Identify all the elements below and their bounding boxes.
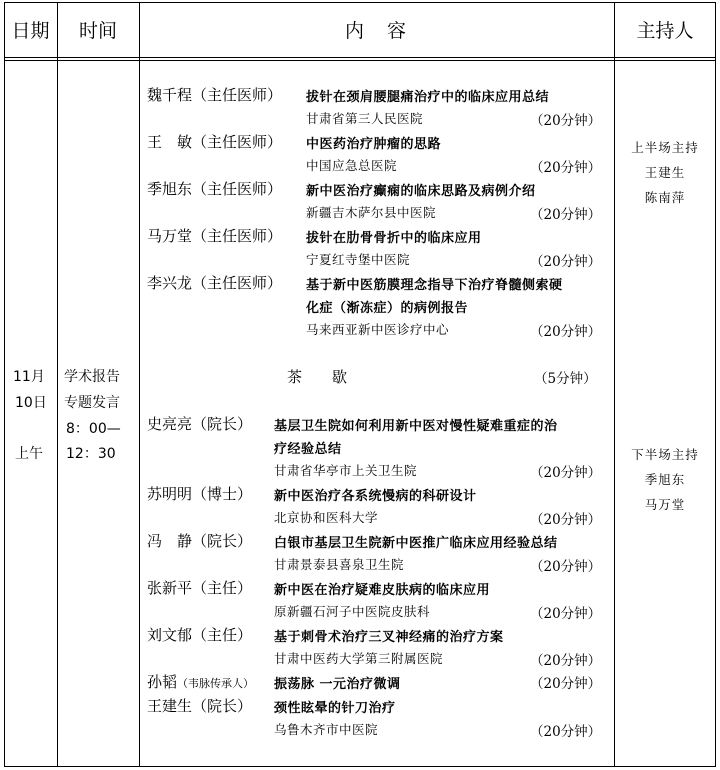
host-first-name: 王建生 bbox=[644, 165, 686, 180]
talk-duration: （20分钟） bbox=[530, 465, 602, 481]
talk-speaker-name: 孙韬 bbox=[147, 673, 178, 691]
talk-title: 振荡脉 一元治疗微调 bbox=[274, 677, 401, 692]
talk-duration: （20分钟） bbox=[530, 559, 602, 575]
talk-duration: （20分钟） bbox=[530, 724, 602, 740]
talk-speaker: 刘文郁（主任） bbox=[147, 626, 253, 644]
talk-title: 拔针在颈肩腰腿痛治疗中的临床应用总结 bbox=[306, 90, 550, 105]
talk-org: 甘肃省华亭市上关卫生院 bbox=[274, 463, 418, 478]
talk-speaker bbox=[147, 671, 254, 692]
talk-title: 拔针在肋骨骨折中的临床应用 bbox=[306, 231, 482, 246]
header-divider bbox=[4, 57, 716, 58]
tea-break-duration: （5分钟） bbox=[534, 371, 597, 387]
talk-speaker: 季旭东（主任医师） bbox=[147, 180, 283, 198]
talk-duration: （20分钟） bbox=[530, 254, 602, 270]
date-day: 10日 bbox=[15, 395, 47, 411]
talk-org: 原新疆石河子中医院皮肤科 bbox=[274, 604, 431, 619]
session-sub: 专题发言 bbox=[64, 395, 120, 411]
talk-org: 新疆吉木萨尔县中医院 bbox=[306, 205, 437, 220]
host-first-label: 上半场主持 bbox=[631, 140, 699, 155]
talk-speaker: 张新平（主任） bbox=[147, 579, 253, 597]
talk-duration: （20分钟） bbox=[530, 653, 602, 669]
date-month: 11月 bbox=[13, 369, 45, 385]
talk-title: 新中医治疗各系统慢病的科研设计 bbox=[274, 489, 477, 504]
column-divider bbox=[139, 2, 140, 767]
host-first-name: 陈南萍 bbox=[644, 190, 686, 205]
talk-title: 疗经验总结 bbox=[274, 442, 342, 457]
talk-speaker: 王 敏（主任医师） bbox=[147, 133, 283, 151]
talk-org: 中国应急总医院 bbox=[306, 158, 398, 173]
talk-speaker: 李兴龙（主任医师） bbox=[147, 274, 283, 292]
talk-org: 乌鲁木齐市中医院 bbox=[274, 722, 379, 737]
time-start: 8：00— bbox=[66, 421, 121, 437]
column-divider bbox=[614, 2, 615, 767]
talk-duration: （20分钟） bbox=[530, 207, 602, 223]
talk-org: 宁夏红寺堡中医院 bbox=[306, 252, 411, 267]
talk-title: 基于新中医筋膜理念指导下治疗脊髓侧索硬 bbox=[306, 278, 563, 293]
talk-speaker: 魏千程（主任医师） bbox=[147, 86, 283, 104]
talk-speaker: 冯 静（院长） bbox=[147, 532, 253, 550]
talk-duration: （20分钟） bbox=[530, 113, 602, 129]
header-date: 日期 bbox=[11, 20, 50, 42]
talk-duration: （20分钟） bbox=[530, 324, 602, 340]
talk-org: 马来西亚新中医诊疗中心 bbox=[306, 322, 450, 337]
talk-duration: （20分钟） bbox=[530, 512, 602, 528]
header-content: 内 容 bbox=[344, 20, 408, 42]
talk-title: 基于刺骨术治疗三叉神经痛的治疗方案 bbox=[274, 630, 504, 645]
talk-speaker: 苏明明（博士） bbox=[147, 485, 253, 503]
talk-title: 颈性眩晕的针刀治疗 bbox=[274, 701, 396, 716]
tea-break-label: 茶 歇 bbox=[287, 368, 348, 386]
time-end: 12：30 bbox=[66, 446, 116, 462]
talk-title: 中医药治疗肿瘤的思路 bbox=[306, 137, 442, 152]
talk-org: 北京协和医科大学 bbox=[274, 510, 379, 525]
talk-org: 甘肃中医药大学第三附属医院 bbox=[274, 651, 444, 666]
talk-speaker: 马万堂（主任医师） bbox=[147, 227, 283, 245]
column-divider bbox=[57, 2, 58, 767]
header-time: 时间 bbox=[78, 20, 117, 42]
talk-org: 甘肃省第三人民医院 bbox=[306, 111, 424, 126]
talk-speaker: 史亮亮（院长） bbox=[147, 415, 253, 433]
talk-duration: （20分钟） bbox=[530, 606, 602, 622]
header-host: 主持人 bbox=[636, 20, 694, 42]
session-type: 学术报告 bbox=[64, 369, 120, 385]
talk-duration: （20分钟） bbox=[530, 676, 602, 692]
host-second-name: 季旭东 bbox=[644, 472, 686, 487]
talk-title: 新中医治疗癫痫的临床思路及病例介绍 bbox=[306, 184, 536, 199]
header-divider bbox=[4, 60, 716, 61]
talk-title: 化症（渐冻症）的病例报告 bbox=[306, 301, 469, 316]
talk-title: 新中医在治疗疑难皮肤病的临床应用 bbox=[274, 583, 491, 598]
host-second-name: 马万堂 bbox=[644, 497, 686, 512]
talk-org: 甘肃景泰县喜泉卫生院 bbox=[274, 557, 405, 572]
talk-duration: （20分钟） bbox=[530, 160, 602, 176]
talk-title: 基层卫生院如何利用新中医对慢性疑难重症的治 bbox=[274, 419, 558, 434]
talk-speaker-note: （韦脉传承人） bbox=[177, 677, 255, 690]
talk-title: 白银市基层卫生院新中医推广临床应用经验总结 bbox=[274, 536, 558, 551]
date-period: 上午 bbox=[15, 446, 43, 462]
talk-speaker: 王建生（院长） bbox=[147, 697, 253, 715]
host-second-label: 下半场主持 bbox=[631, 447, 699, 462]
